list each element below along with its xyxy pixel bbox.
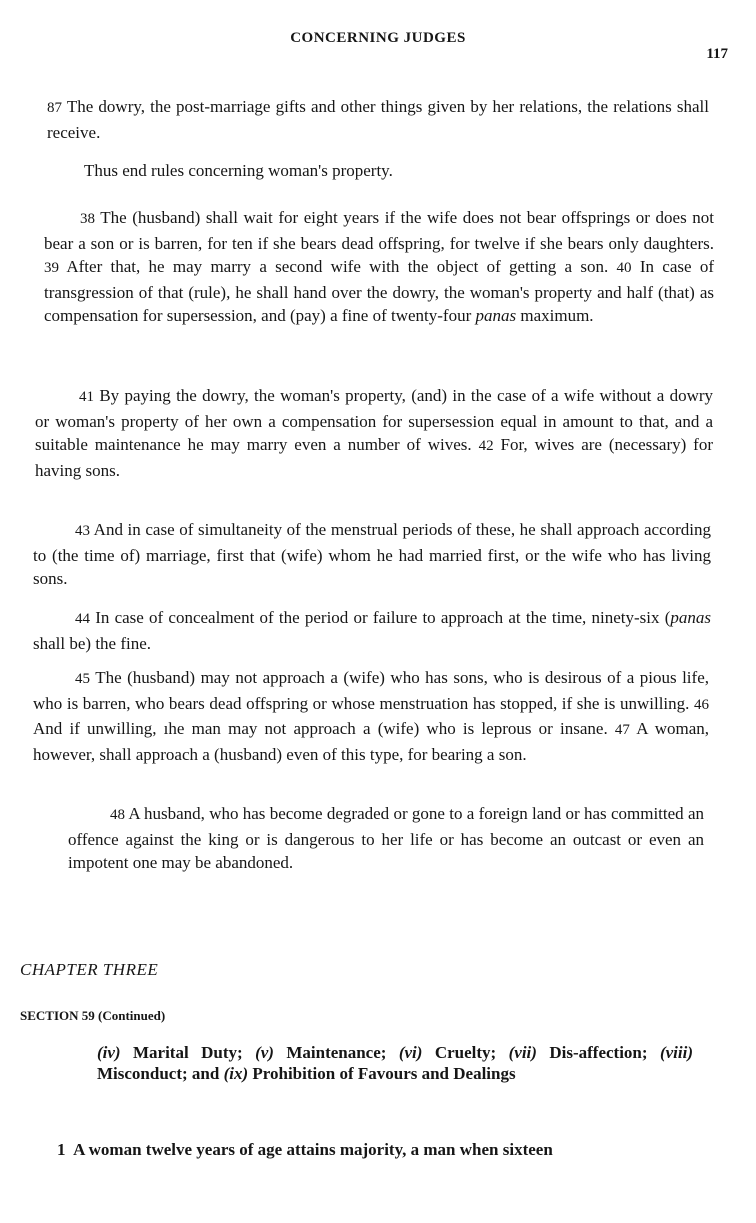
verse-number: 87 bbox=[47, 100, 62, 116]
paragraph-43 bbox=[33, 518, 711, 591]
verse-text: The dowry, the post-marriage gifts and other things given by her relations, the relations shall receive. bbox=[47, 97, 709, 142]
section-subheading bbox=[97, 1042, 693, 1084]
subhead-numeral: (iv) bbox=[97, 1043, 121, 1062]
verse-text: shall be) the fine. bbox=[33, 633, 152, 653]
subhead-text: Marital Duty; bbox=[120, 1043, 256, 1062]
subhead-numeral: (v) bbox=[255, 1043, 274, 1062]
term-panas: panas bbox=[475, 306, 517, 325]
paragraph-48 bbox=[68, 802, 704, 875]
verse-number: 40 bbox=[616, 260, 632, 276]
paragraph-45-47 bbox=[33, 666, 709, 766]
paragraph-37 bbox=[47, 95, 709, 144]
verse-text: After that, he may marry a second wife with the object of getting a son. bbox=[66, 257, 609, 276]
paragraph-44 bbox=[33, 606, 711, 655]
verse-number: 1 bbox=[57, 1140, 66, 1159]
verse-text: For, wives are (necessary) for having sons. bbox=[35, 435, 714, 480]
chapter-title: CHAPTER THREE bbox=[20, 960, 159, 979]
verse-text: And if unwilling, ıhe man may not approach a (wife) who is leprous or insane. bbox=[33, 719, 608, 738]
subhead-numeral: (vi) bbox=[398, 1043, 423, 1062]
subhead-text: Prohibition of Favours and Dealings bbox=[248, 1064, 516, 1083]
verse-text: A woman twelve years of age attains majority, a man when sixteen bbox=[73, 1140, 553, 1159]
subhead-text: Misconduct; and bbox=[97, 1064, 224, 1083]
verse-text: In case of concealment of the period or failure to approach at the time, ninety-six ( bbox=[95, 608, 671, 627]
section-heading: SECTION 59 (Continued) bbox=[20, 1008, 166, 1023]
verse-text: maximum. bbox=[520, 306, 594, 325]
paragraph-1 bbox=[57, 1140, 691, 1160]
verse-text: The (husband) may not approach a (wife) who has sons, who is desirous of a pious life, who is barren, who bears dead offspring or whose menstruation has stopped, if she is unwilling. bbox=[33, 668, 709, 713]
verse-number: 46 bbox=[694, 696, 709, 713]
subhead-text: Dis-affection; bbox=[536, 1043, 660, 1062]
verse-text: In case of transgression of that (rule), he shall hand over the dowry, the woman's property and half (that) as compensation for supersession, and (pay) a fine of twenty-four bbox=[44, 257, 715, 325]
term-panas: panas bbox=[670, 608, 712, 627]
section-end-text: Thus end rules concerning woman's property. bbox=[84, 161, 393, 180]
verse-number: 45 bbox=[75, 671, 90, 687]
running-head: CONCERNING JUDGES bbox=[290, 30, 466, 46]
verse-number: 41 bbox=[79, 389, 94, 405]
verse-number: 43 bbox=[75, 523, 90, 539]
subhead-text: Maintenance; bbox=[273, 1043, 399, 1062]
subhead-numeral: (ix) bbox=[223, 1064, 249, 1083]
subhead-numeral: (vii) bbox=[508, 1043, 537, 1062]
verse-number: 39 bbox=[44, 260, 59, 276]
verse-number: 44 bbox=[75, 611, 90, 627]
section-end-note bbox=[84, 159, 704, 183]
verse-number: 48 bbox=[110, 807, 125, 823]
paragraph-38-40 bbox=[44, 206, 714, 328]
subhead-numeral: (viii) bbox=[659, 1043, 693, 1062]
verse-number: 47 bbox=[614, 722, 630, 738]
verse-text: A husband, who has become degraded or gone to a foreign land or has committed an offence against the king or is dangerous to her life or has become an outcast or even an impotent one may be abandoned. bbox=[68, 804, 704, 872]
verse-number: 38 bbox=[80, 211, 95, 227]
verse-number: 42 bbox=[478, 438, 494, 454]
verse-text: By paying the dowry, the woman's property, (and) in the case of a wife without a dowry or woman's property of her own a compensation for supersession equal in amount to that, and a suitable maintenance he may marry even a number of wives. bbox=[35, 386, 714, 454]
subhead-text: Cruelty; bbox=[422, 1043, 509, 1062]
verse-text: A woman, however, shall approach a (husband) even of this type, for bearing a son. bbox=[33, 719, 710, 764]
verse-text: And in case of simultaneity of the menstrual periods of these, he shall approach according to (the time of) marriage, first that (wife) whom he had married first, or the wife who has living sons. bbox=[33, 520, 711, 588]
paragraph-41-42 bbox=[35, 384, 713, 482]
page-number: 117 bbox=[706, 46, 728, 62]
verse-text: The (husband) shall wait for eight years if the wife does not bear offsprings or does not bear a son or is barren, for ten if she bears dead offspring, for twelve if she bears only daughters. bbox=[44, 208, 714, 253]
